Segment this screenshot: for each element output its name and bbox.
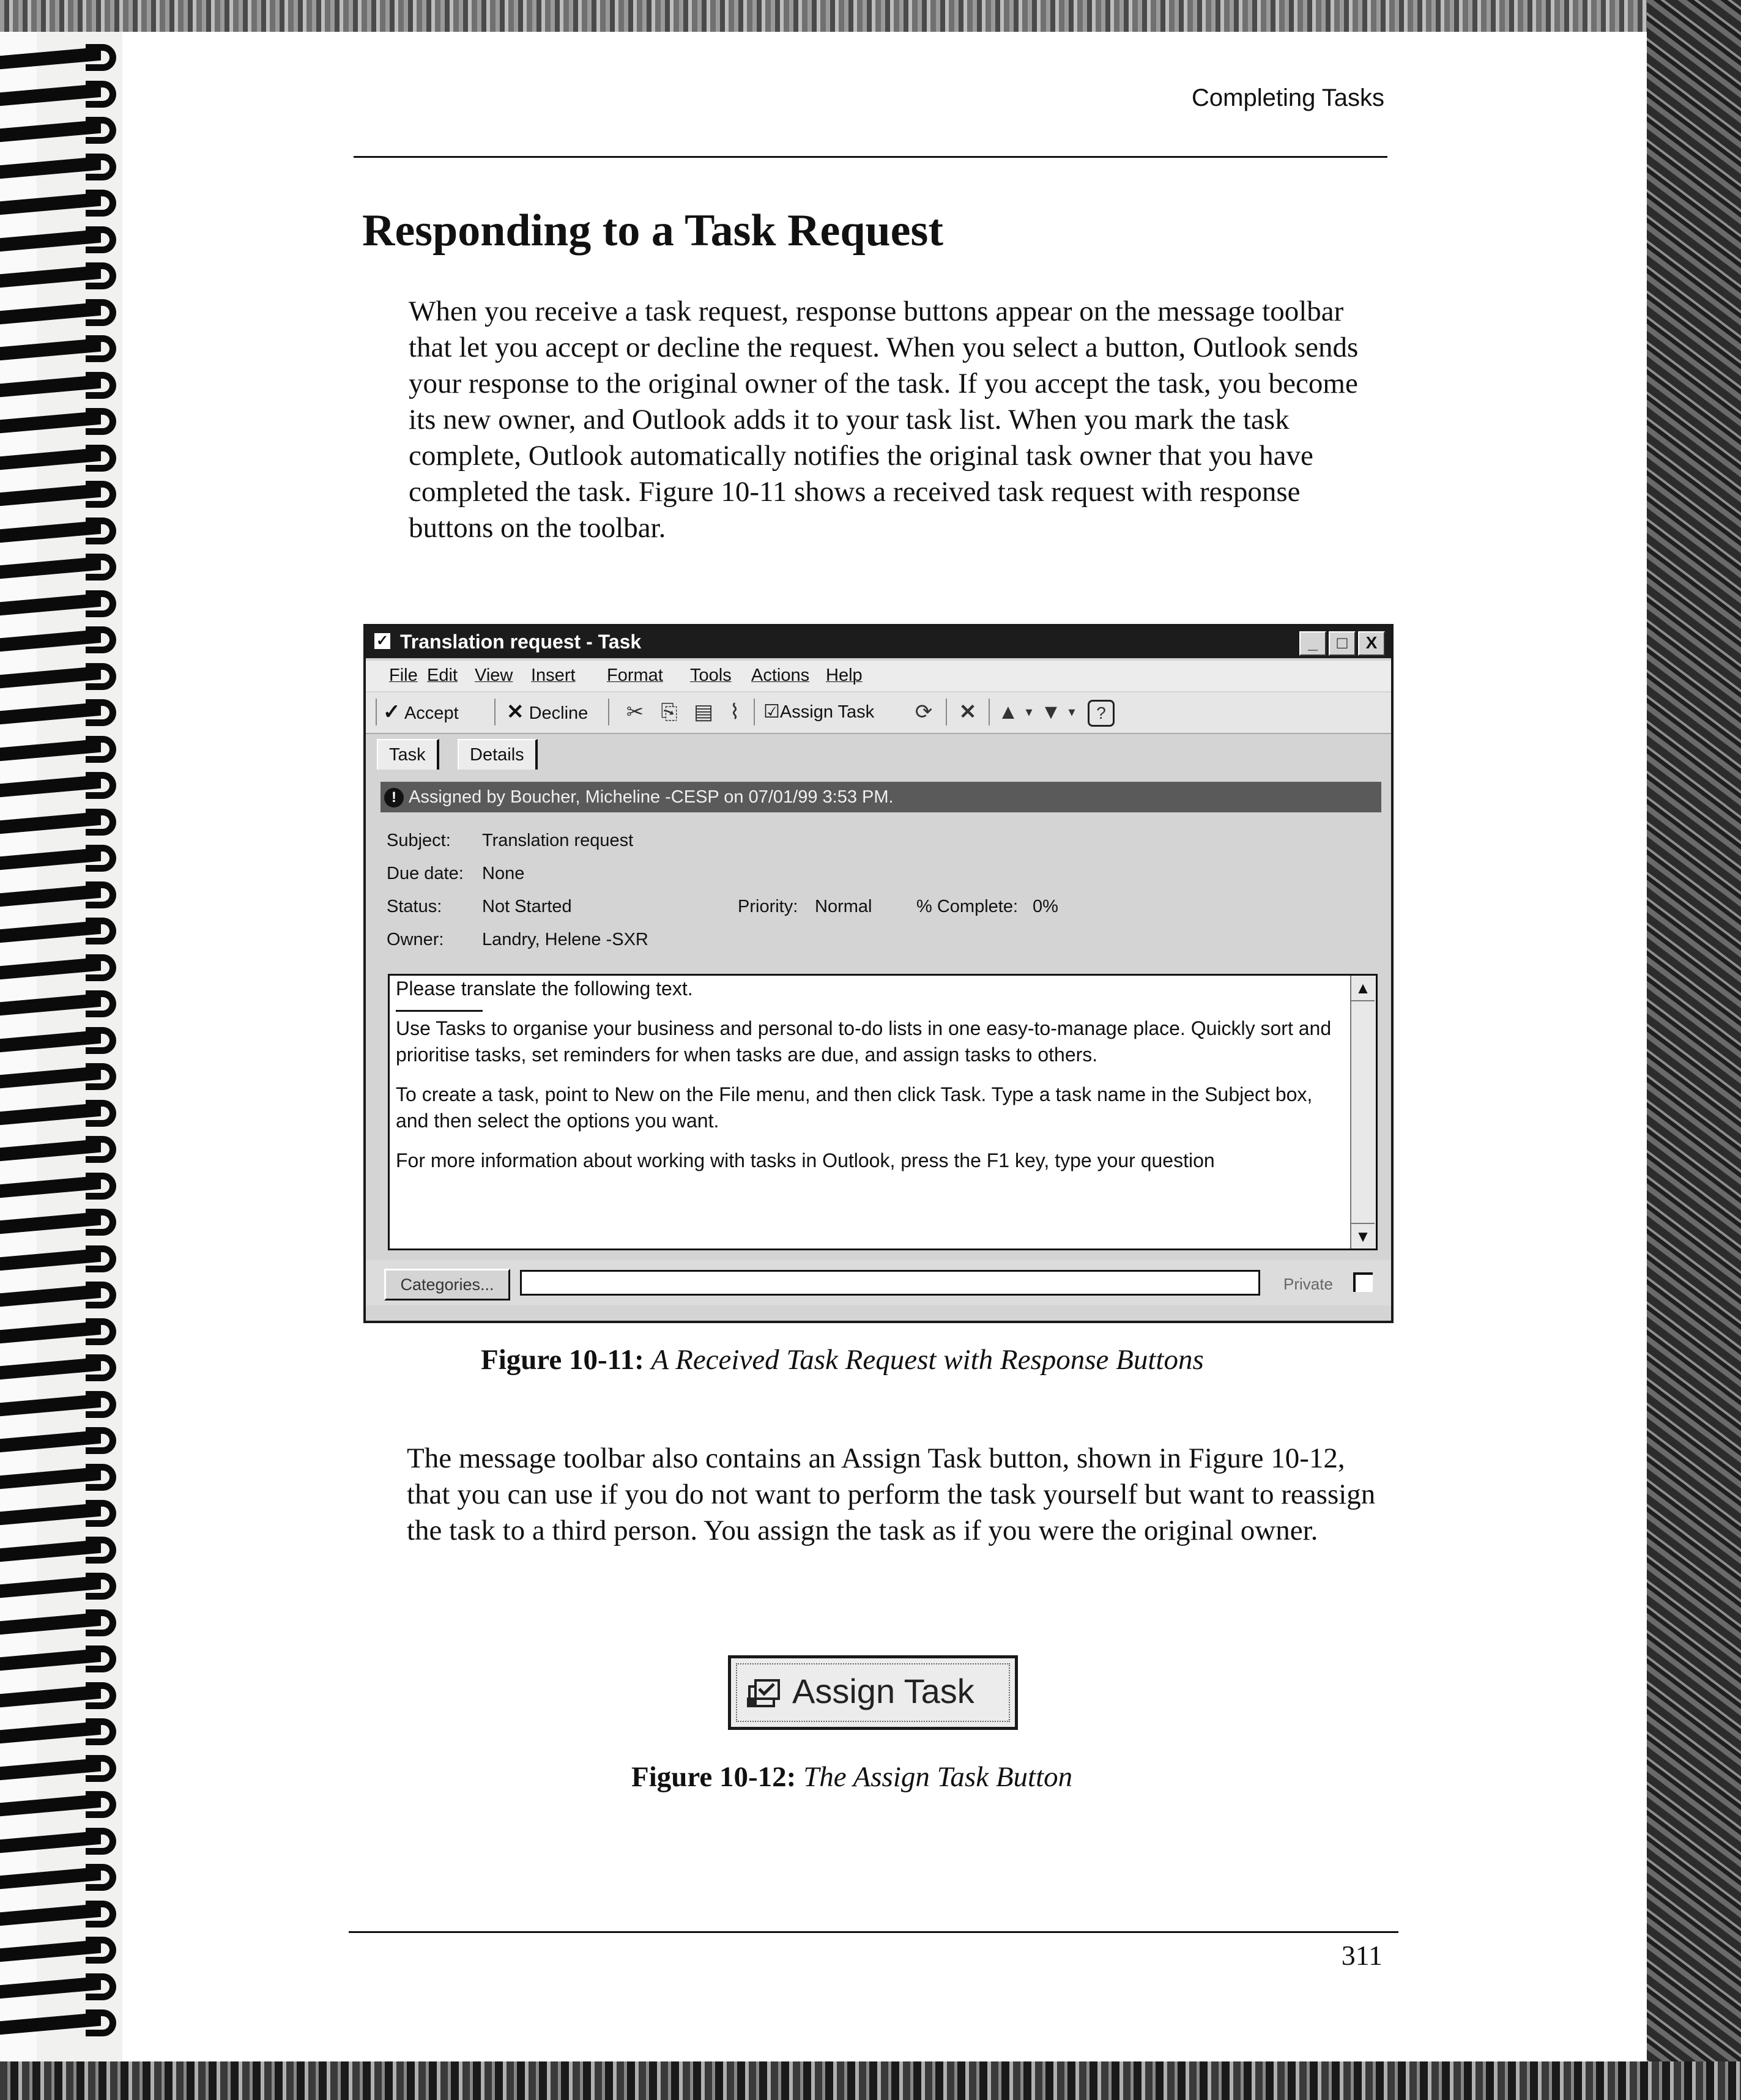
binding-ring — [0, 1390, 125, 1422]
binding-ring-loop — [86, 335, 116, 362]
binding-ring-loop — [86, 1828, 116, 1855]
recurrence-icon[interactable]: ⟳ — [915, 700, 933, 724]
status-value[interactable]: Not Started — [482, 897, 572, 916]
binding-ring-loop — [86, 299, 116, 326]
figure-10-12-label: Figure 10-12: — [631, 1761, 796, 1793]
binding-ring-loop — [86, 408, 116, 435]
binding-ring-loop — [86, 590, 116, 617]
toolbar-separator — [494, 699, 496, 725]
decline-label: Decline — [529, 703, 588, 723]
binding-ring-loop — [86, 1718, 116, 1745]
decline-button[interactable] — [507, 697, 588, 727]
binding-ring — [0, 443, 125, 475]
binding-ring — [0, 334, 125, 366]
binding-ring — [0, 1681, 125, 1713]
binding-ring-loop — [86, 1682, 116, 1709]
previous-item-icon[interactable]: ▲ — [998, 700, 1019, 724]
binding-ring-loop — [86, 372, 116, 399]
help-icon[interactable]: ? — [1088, 700, 1115, 727]
binding-ring — [0, 43, 125, 75]
binding-ring-loop — [86, 262, 116, 289]
binding-ring-loop — [86, 1063, 116, 1090]
figure-10-11-title: A Received Task Request with Response Buttons — [651, 1344, 1204, 1376]
info-icon: ! — [384, 788, 404, 807]
binding-ring — [0, 1717, 125, 1749]
window-title: Translation request - Task — [400, 631, 642, 653]
notes-divider — [396, 1010, 483, 1012]
binding-ring — [0, 1426, 125, 1458]
menu-format[interactable]: Format — [607, 666, 663, 685]
binding-ring-loop — [86, 1645, 116, 1672]
binding-ring — [0, 1608, 125, 1640]
binding-ring-loop — [86, 1173, 116, 1200]
binding-ring — [0, 1790, 125, 1822]
binding-ring — [0, 989, 125, 1021]
binding-ring-loop — [86, 990, 116, 1017]
notes-paragraph: Please translate the following text. — [396, 978, 693, 1000]
binding-ring — [0, 298, 125, 330]
binding-ring-loop — [86, 1609, 116, 1636]
menu-edit[interactable]: Edit — [427, 666, 458, 685]
binding-ring-loop — [86, 154, 116, 180]
info-banner-text: Assigned by Boucher, Micheline -CESP on 07/01/99 3:53 PM. — [409, 787, 894, 807]
binding-ring-loop — [86, 1973, 116, 2000]
binding-ring-loop — [86, 1500, 116, 1527]
binding-ring — [0, 516, 125, 548]
binding-ring-loop — [86, 845, 116, 872]
binding-ring-loop — [86, 772, 116, 799]
binding-ring-loop — [86, 1427, 116, 1454]
binding-ring — [0, 735, 125, 766]
complete-label: % Complete: — [916, 897, 1019, 916]
binding-ring-loop — [86, 1318, 116, 1345]
notes-paragraph: For more information about working with tasks in Outlook, press the F1 key, type your question — [396, 1149, 1215, 1171]
binding-ring — [0, 1099, 125, 1130]
binding-ring — [0, 589, 125, 621]
binding-ring — [0, 371, 125, 403]
menu-actions[interactable]: Actions — [751, 666, 810, 685]
subject-label: Subject: — [387, 831, 451, 850]
binding-ring — [0, 1827, 125, 1858]
delete-icon[interactable]: ✕ — [959, 700, 977, 724]
binding-ring-loop — [86, 445, 116, 472]
window-controls — [1297, 631, 1385, 656]
toolbar-separator — [754, 699, 755, 725]
binding-ring-loop — [86, 1391, 116, 1418]
binding-ring — [0, 1644, 125, 1676]
task-check-icon: ✓ — [374, 633, 390, 649]
binding-ring — [0, 261, 125, 293]
binding-ring-loop — [86, 481, 116, 508]
binding-ring — [0, 1244, 125, 1276]
notes-paragraph: Use Tasks to organise your business and personal to-do lists in one easy-to-manage place. Quickly sort and prioritise tasks, set reminders for when tasks are due, and assign tasks to others. — [396, 1017, 1332, 1066]
binding-ring-loop — [86, 626, 116, 653]
binding-ring — [0, 1972, 125, 2004]
paperclip-icon[interactable]: ⌇ — [729, 700, 740, 724]
assign-task-toolbar-label: Assign Task — [779, 702, 875, 722]
intro-paragraph: When you receive a task request, response buttons appear on the message toolbar that let you accept or decline the request. When you select a button, Outlook sends your response to the original owner of the task. If you accept the task, you become its new owner, and Outlook adds it to your task list. When you mark the task complete, Outlook automatically notifies the original task owner that you have completed the task. Figure 10-11 shows a received task request with response buttons on the toolbar. — [409, 295, 1359, 544]
binding-ring — [0, 771, 125, 803]
menu-bar — [366, 661, 1391, 691]
assign-task-icon — [746, 1673, 782, 1710]
binding-ring-loop — [86, 1464, 116, 1491]
binding-ring — [0, 552, 125, 584]
binding-ring — [0, 225, 125, 257]
binding-ring-loop — [86, 918, 116, 944]
section-heading: Responding to a Task Request — [362, 206, 943, 256]
bottom-bar — [366, 1260, 1391, 1305]
binding-ring-loop — [86, 954, 116, 981]
scan-right-edge — [1647, 0, 1741, 2100]
binding-ring — [0, 407, 125, 439]
binding-ring — [0, 1863, 125, 1894]
subject-value[interactable]: Translation request — [482, 831, 634, 850]
binding-ring — [0, 480, 125, 511]
menu-help[interactable]: Help — [826, 666, 863, 685]
binding-ring — [0, 1499, 125, 1530]
binding-ring — [0, 880, 125, 912]
binding-ring — [0, 80, 125, 111]
assign-task-icon: ☑ — [763, 702, 780, 722]
categories-input[interactable] — [520, 1270, 1260, 1296]
binding-ring — [0, 1935, 125, 1967]
notes-scrollbar[interactable] — [1350, 976, 1376, 1248]
toolbar-separator — [946, 699, 947, 725]
binding-ring-loop — [86, 518, 116, 544]
minimize-button[interactable]: _ — [1299, 631, 1326, 656]
owner-value: Landry, Helene -SXR — [482, 930, 648, 949]
toolbar-separator — [608, 699, 609, 725]
binding-ring — [0, 116, 125, 147]
running-head: Completing Tasks — [1192, 84, 1384, 111]
private-checkbox[interactable] — [1353, 1272, 1373, 1292]
scroll-up-icon[interactable]: ▲ — [1351, 976, 1375, 1001]
due-date-value[interactable]: None — [482, 864, 525, 883]
footer-rule — [349, 1931, 1398, 1933]
binding-ring-loop — [86, 881, 116, 908]
status-label: Status: — [387, 897, 442, 916]
binding-ring-loop — [86, 1282, 116, 1308]
due-date-label: Due date: — [387, 864, 464, 883]
notes-paragraph: To create a task, point to New on the File menu, and then click Task. Type a task name in the Subject box, and then select the options you want. — [396, 1083, 1313, 1132]
title-bar — [366, 626, 1391, 658]
binding-ring — [0, 953, 125, 985]
menu-file[interactable]: File — [389, 666, 418, 685]
binding-ring-loop — [86, 117, 116, 144]
page-number: 311 — [1341, 1940, 1383, 1971]
binding-ring — [0, 1062, 125, 1094]
binding-ring-loop — [86, 1573, 116, 1600]
binding-ring — [0, 1571, 125, 1603]
message-toolbar — [366, 692, 1391, 734]
binding-ring — [0, 1353, 125, 1385]
binding-ring — [0, 662, 125, 694]
tab-row — [366, 735, 1391, 771]
binding-ring-loop — [86, 809, 116, 836]
assign-task-button-figure[interactable] — [728, 1655, 1018, 1730]
binding-ring — [0, 1754, 125, 1786]
binding-ring-loop — [86, 1901, 116, 1927]
checkmark-icon: ✓ — [383, 700, 401, 724]
owner-label: Owner: — [387, 930, 444, 949]
next-dropdown-icon[interactable]: ▾ — [1068, 704, 1075, 719]
binding-ring-loop — [86, 1245, 116, 1272]
binding-ring — [0, 916, 125, 948]
binding-ring — [0, 1208, 125, 1239]
binding-ring — [0, 844, 125, 875]
binding-ring-loop — [86, 1937, 116, 1964]
binding-ring-loop — [86, 1791, 116, 1818]
toolbar-separator — [989, 699, 990, 725]
binding-ring-loop — [86, 44, 116, 71]
next-item-icon[interactable]: ▼ — [1041, 700, 1061, 724]
binding-ring-loop — [86, 1755, 116, 1782]
binding-ring-loop — [86, 1864, 116, 1891]
menu-view[interactable]: View — [475, 666, 513, 685]
complete-value[interactable]: 0% — [1033, 897, 1058, 916]
binding-ring-loop — [86, 1027, 116, 1054]
binding-ring-loop — [86, 1100, 116, 1127]
info-banner — [380, 782, 1381, 812]
accept-label: Accept — [404, 703, 459, 723]
header-rule — [354, 156, 1387, 158]
binding-ring-loop — [86, 699, 116, 726]
binding-ring — [0, 188, 125, 220]
toolbar-separator — [376, 699, 377, 725]
binding-ring — [0, 625, 125, 657]
binding-ring — [0, 1280, 125, 1312]
binding-ring — [0, 1317, 125, 1349]
categories-button[interactable]: Categories... — [384, 1269, 510, 1300]
binding-ring-loop — [86, 1354, 116, 1381]
binding-ring — [0, 1026, 125, 1058]
figure-10-11-label: Figure 10-11: — [481, 1344, 644, 1376]
copy-icon[interactable]: ⎘ — [661, 700, 678, 724]
binding-ring — [0, 1463, 125, 1494]
accept-button[interactable] — [383, 697, 459, 727]
notes-textbox[interactable] — [388, 974, 1378, 1250]
assign-task-toolbar-button[interactable] — [763, 697, 874, 727]
binding-ring-loop — [86, 736, 116, 763]
binding-ring-loop — [86, 554, 116, 581]
private-label: Private — [1283, 1275, 1333, 1293]
tab-details[interactable]: Details — [458, 739, 538, 770]
priority-value[interactable]: Normal — [815, 897, 872, 916]
binding-ring-loop — [86, 190, 116, 217]
binding-ring — [0, 698, 125, 730]
scroll-down-icon[interactable]: ▼ — [1351, 1223, 1375, 1248]
binding-ring-loop — [86, 2009, 116, 2036]
maximize-button[interactable]: □ — [1329, 631, 1356, 656]
task-window-screenshot — [363, 624, 1394, 1323]
binding-ring — [0, 152, 125, 184]
binding-ring-loop — [86, 1537, 116, 1564]
binding-ring — [0, 1535, 125, 1567]
spiral-binding — [0, 43, 122, 2049]
x-icon: ✕ — [507, 700, 524, 724]
scan-top-edge — [0, 0, 1741, 32]
previous-dropdown-icon[interactable]: ▾ — [1025, 704, 1033, 719]
paste-icon[interactable]: ▤ — [693, 700, 714, 724]
menu-tools[interactable]: Tools — [690, 666, 732, 685]
figure-10-12-caption — [631, 1761, 1072, 1794]
tab-task[interactable]: Task — [377, 739, 439, 770]
binding-ring-loop — [86, 1209, 116, 1236]
binding-ring — [0, 1135, 125, 1167]
binding-ring — [0, 807, 125, 839]
close-button[interactable]: X — [1358, 631, 1385, 656]
binding-ring-loop — [86, 663, 116, 690]
notes-text — [396, 976, 1332, 1187]
binding-ring — [0, 1899, 125, 1931]
figure-10-11-caption — [481, 1343, 1204, 1376]
binding-ring — [0, 2008, 125, 2040]
assign-task-label: Assign Task — [792, 1672, 974, 1710]
scan-bottom-edge — [0, 2061, 1741, 2100]
figure-10-12-title: The Assign Task Button — [803, 1761, 1073, 1793]
second-paragraph: The message toolbar also contains an Assign Task button, shown in Figure 10-12, that you can use if you do not want to perform the task yourself but want to reassign the task to a third person. You assign the task as if you were the original owner. — [407, 1442, 1376, 1546]
binding-ring — [0, 1171, 125, 1203]
priority-label: Priority: — [738, 897, 798, 916]
menu-insert[interactable]: Insert — [531, 666, 576, 685]
binding-ring-loop — [86, 81, 116, 108]
binding-ring-loop — [86, 226, 116, 253]
binding-ring-loop — [86, 1136, 116, 1163]
cut-icon[interactable]: ✂ — [626, 700, 644, 724]
